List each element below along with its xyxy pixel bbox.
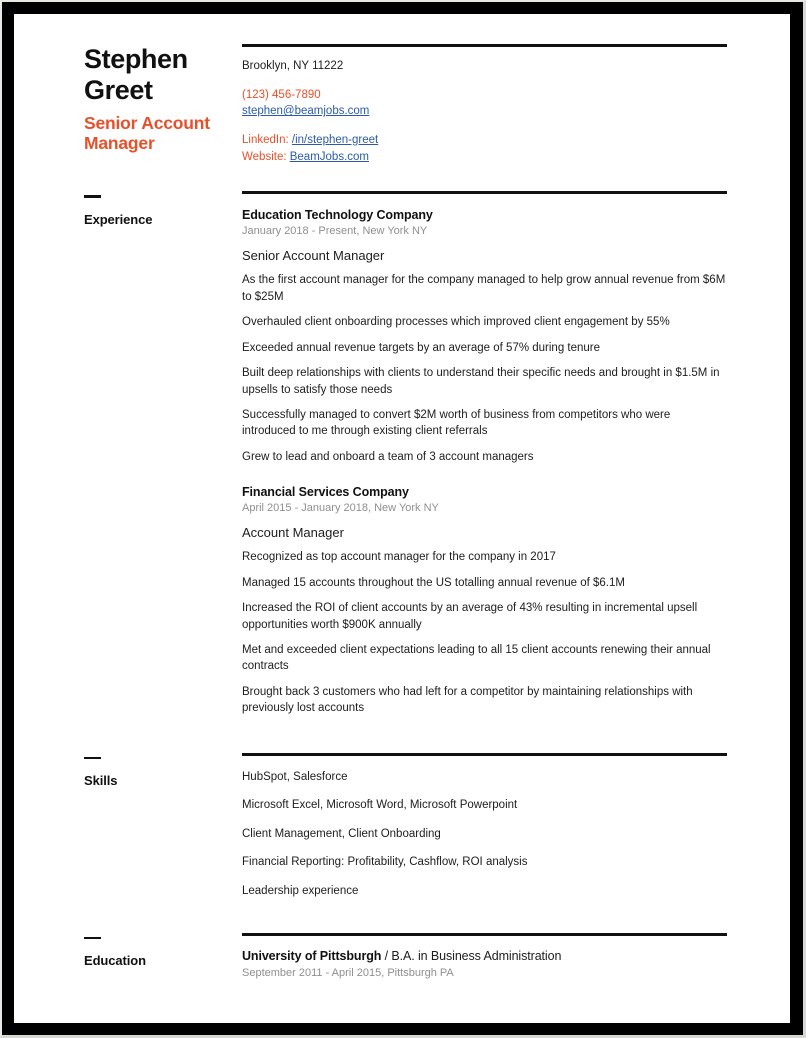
skill-item: Client Management, Client Onboarding bbox=[242, 827, 441, 840]
experience-bullet: Overhauled client onboarding processes which improved client engagement by 55% bbox=[242, 316, 670, 329]
education-meta: September 2011 - April 2015, Pittsburgh PA bbox=[242, 966, 454, 979]
first-name: Stephen bbox=[84, 44, 188, 74]
header-row bbox=[14, 44, 790, 165]
skill-item: Microsoft Excel, Microsoft Word, Microsoft Powerpoint bbox=[242, 799, 518, 812]
education-label-column bbox=[14, 933, 242, 969]
page-title bbox=[84, 44, 234, 105]
website-label: Website: bbox=[242, 150, 287, 163]
experience-bullet: Grew to lead and onboard a team of 3 account managers bbox=[242, 450, 534, 463]
header-name-column bbox=[14, 44, 242, 154]
job-title: Senior Account Manager bbox=[84, 113, 210, 153]
skill-item: Financial Reporting: Profitability, Cashflow, ROI analysis bbox=[242, 856, 528, 869]
resume-page bbox=[14, 14, 790, 1023]
contact-email-line bbox=[242, 103, 727, 120]
skills-section-heading bbox=[84, 753, 242, 789]
experience-list bbox=[242, 194, 727, 716]
education-list bbox=[242, 936, 727, 979]
contact-block bbox=[242, 47, 727, 165]
linkedin-label: LinkedIn: bbox=[242, 134, 289, 147]
experience-meta: April 2015 - January 2018, New York NY bbox=[242, 502, 439, 515]
experience-bullet: Met and exceeded client expectations leading to all 15 client accounts renewing their annual contracts bbox=[242, 644, 711, 673]
skill-item: HubSpot, Salesforce bbox=[242, 770, 348, 783]
education-school: University of Pittsburgh bbox=[242, 948, 382, 963]
experience-section-heading bbox=[84, 191, 242, 227]
experience-section-label: Experience bbox=[84, 211, 153, 227]
experience-bullet: As the first account manager for the company managed to help grow annual revenue from $6M to $25M bbox=[242, 274, 726, 303]
dash-marker-icon bbox=[84, 757, 101, 760]
experience-bullet: Successfully managed to convert $2M worth of business from competitors who were introduced to me through existing client referrals bbox=[242, 408, 671, 438]
education-entry bbox=[242, 949, 727, 963]
experience-entry bbox=[242, 208, 727, 465]
dash-marker-icon bbox=[84, 195, 101, 198]
experience-role: Account Manager bbox=[242, 525, 344, 541]
education-separator: / bbox=[381, 948, 392, 963]
education-content-column bbox=[242, 933, 790, 979]
contact-column bbox=[242, 44, 790, 165]
education-section-heading bbox=[84, 933, 242, 969]
skill-item: Leadership experience bbox=[242, 884, 359, 897]
experience-company: Education Technology Company bbox=[242, 208, 433, 223]
experience-bullet: Recognized as top account manager for the company in 2017 bbox=[242, 551, 556, 564]
experience-bullet: Exceeded annual revenue targets by an average of 57% during tenure bbox=[242, 341, 601, 354]
experience-bullets bbox=[242, 549, 727, 717]
experience-row bbox=[14, 191, 790, 716]
contact-linkedin-line bbox=[242, 132, 727, 149]
skills-row bbox=[14, 753, 790, 899]
website-link[interactable]: BeamJobs.com bbox=[289, 150, 369, 163]
contact-phone[interactable]: (123) 456-7890 bbox=[242, 88, 321, 101]
experience-meta: January 2018 - Present, New York NY bbox=[242, 225, 428, 238]
experience-bullet: Increased the ROI of client accounts by an average of 43% resulting in incremental upsell opportunities worth $900K annually bbox=[242, 602, 698, 631]
experience-bullet: Built deep relationships with clients to understand their specific needs and brought in $1.5M in upsells to satisfy those needs bbox=[242, 367, 720, 396]
skills-list bbox=[242, 756, 727, 899]
experience-content-column bbox=[242, 191, 790, 716]
linkedin-link[interactable]: /in/stephen-greet bbox=[291, 134, 379, 147]
education-row bbox=[14, 933, 790, 979]
contact-location: Brooklyn, NY 11222 bbox=[242, 60, 344, 72]
experience-role: Senior Account Manager bbox=[242, 248, 385, 264]
resume-body bbox=[14, 14, 790, 1023]
last-name: Greet bbox=[84, 74, 153, 105]
contact-email-link[interactable]: stephen@beamjobs.com bbox=[242, 105, 370, 118]
experience-entry bbox=[242, 485, 727, 717]
experience-bullet: Managed 15 accounts throughout the US totalling annual revenue of $6.1M bbox=[242, 576, 625, 589]
dash-marker-icon bbox=[84, 937, 101, 940]
education-degree: B.A. in Business Administration bbox=[391, 948, 562, 963]
skills-section-label: Skills bbox=[84, 773, 118, 789]
contact-website-line bbox=[242, 149, 727, 166]
experience-bullets bbox=[242, 272, 727, 465]
experience-label-column bbox=[14, 191, 242, 227]
skills-content-column bbox=[242, 753, 790, 899]
experience-bullet: Brought back 3 customers who had left for a competitor by maintaining relationships with previously lost accounts bbox=[242, 685, 693, 715]
skills-label-column bbox=[14, 753, 242, 789]
experience-company: Financial Services Company bbox=[242, 485, 409, 500]
education-section-label: Education bbox=[84, 953, 146, 969]
